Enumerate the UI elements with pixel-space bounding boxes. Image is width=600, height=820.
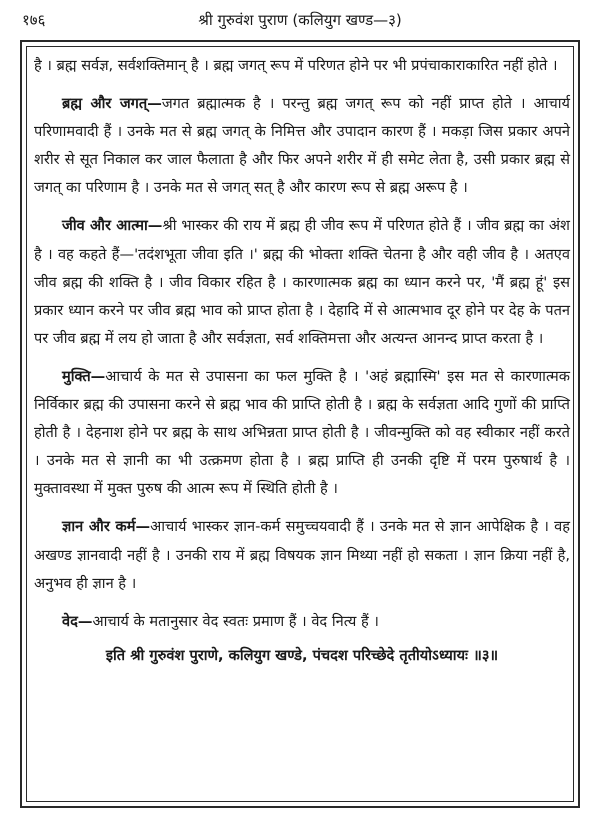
paragraph-continuation: [34, 52, 570, 80]
paragraph-brahma-and-world: [34, 90, 570, 202]
page-body: [34, 52, 570, 670]
section-term: जीव और आत्मा—: [62, 217, 163, 235]
paragraph-text: आचार्य के मत से उपासना का फल मुक्ति है । 'अहं ब्रह्मास्मि' इस मत से कारणात्मक निर्विकार ब्रह्म की उपासना करने से ब्रह्म भाव की प्राप्ति होती है । ब्रह्म के सर्वज्ञता आदि गुणों की प्राप्ति होती है । देहनाश होने पर ब्रह्म के साथ अभिन्नता प्राप्त होती है । जीवन्मुक्ति को वह स्वीकार नहीं करते । उनके मत से ज्ञानी का भी उत्क्रमण होता है । ब्रह्म प्राप्ति ही उनकी दृष्टि में परम पुरुषार्थ है । मुक्तावस्था में मुक्त पुरुष की आत्म रूप में स्थिति होती है ।: [34, 367, 570, 498]
page-header: [0, 0, 600, 40]
section-term: मुक्ति—: [62, 367, 106, 385]
paragraph-text: आचार्य के मतानुसार वेद स्वतः प्रमाण हैं । वेद नित्य हैं ।: [92, 612, 379, 630]
paragraph-jnana-and-karma: [34, 513, 570, 597]
section-term: ज्ञान और कर्म—: [62, 518, 151, 536]
paragraph-text: श्री भास्कर की राय में ब्रह्म ही जीव रूप में परिणत होते हैं । जीव ब्रह्म का अंश है । वह कहते हैं—'तदंशभूता जीवा इति ।' ब्रह्म की भोक्ता शक्ति चेतना है और वही जीव है । अतएव जीव ब्रह्म की शक्ति है । जीव विकार रहित है । कारणात्मक ब्रह्म का ध्यान करने पर, 'मैं ब्रह्म हूं' इस प्रकार ध्यान करने पर जीव ब्रह्म भाव को प्राप्त होता है । देहादि में से आत्मभाव दूर होने पर देह के पतन पर जीव ब्रह्म में लय हो जाता है और सर्वज्ञता, सर्व शक्तिमत्ता और अत्यन्त आनन्द प्राप्त करता है ।: [34, 217, 570, 347]
running-title: श्री गुरुवंश पुराण (कलियुग खण्ड—३): [198, 11, 402, 29]
paragraph-mukti: [34, 363, 570, 503]
paragraph-veda: [34, 608, 570, 636]
chapter-colophon: इति श्री गुरुवंश पुराणे, कलियुग खण्डे, पंचदश परिच्छेदे तृतीयोऽध्यायः ॥३॥: [105, 646, 499, 664]
paragraph-text: जगत ब्रह्मात्मक है । परन्तु ब्रह्म जगत् रूप को नहीं प्राप्त होते । आचार्य परिणामवादी हैं । उनके मत से ब्रह्म जगत् के निमित्त और उपादान कारण हैं । मकड़ा जिस प्रकार अपने शरीर से सूत निकाल कर जाल फैलाता है और फिर अपने शरीर में ही समेट लेता है, उसी प्रकार ब्रह्म से जगत् का परिणाम है । उनके मत से जगत् सत् है और कारण रूप से ब्रह्म अरूप है ।: [34, 95, 570, 197]
section-term: ब्रह्म और जगत्—: [62, 95, 162, 113]
page-number: १७६: [22, 11, 46, 29]
paragraph-text: आचार्य भास्कर ज्ञान-कर्म समुच्चयवादी हैं । उनके मत से ज्ञान आपेक्षिक है । वह अखण्ड ज्ञानवादी नहीं है । उनकी राय में ब्रह्म विषयक ज्ञान मिथ्या नहीं हो सकता । ज्ञान क्रिया नहीं है, अनुभव ही ज्ञान है ।: [34, 518, 571, 592]
paragraph-text: है । ब्रह्म सर्वज्ञ, सर्वशक्तिमान् है । ब्रह्म जगत् रूप में परिणत होने पर भी प्रपंचाकाराकारित नहीं होते ।: [34, 57, 558, 74]
paragraph-jiva-and-atma: [34, 212, 570, 352]
section-term: वेद—: [62, 612, 93, 630]
